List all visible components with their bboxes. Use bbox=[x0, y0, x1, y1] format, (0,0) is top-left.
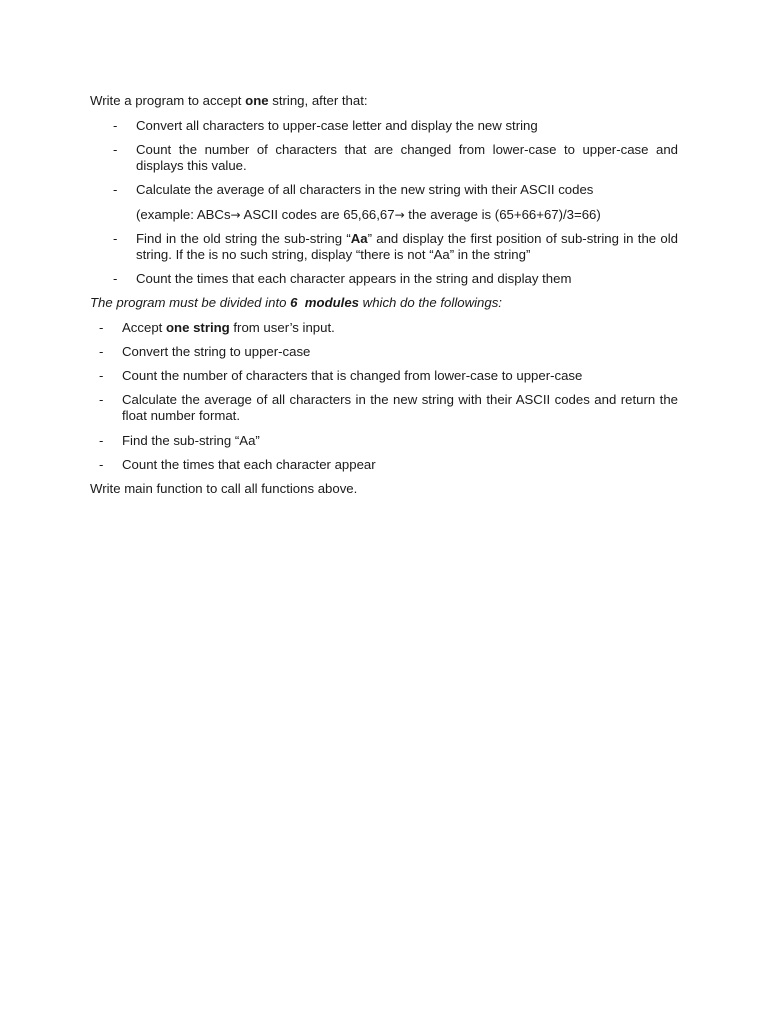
arrow-right-icon: → bbox=[230, 208, 241, 222]
module-text-bold: one string bbox=[165, 320, 230, 335]
module-text-after: from user’s input. bbox=[229, 320, 335, 335]
list-dash: - bbox=[99, 344, 104, 359]
modules-intro bbox=[90, 295, 502, 311]
example-part-1: (example: ABCs bbox=[136, 207, 231, 222]
example-part-2: ASCII codes are 65,66,67 bbox=[240, 207, 395, 222]
requirement-item: Count the number of characters that are changed from lower-case to upper-case and displays this value. bbox=[136, 142, 678, 173]
list-dash: - bbox=[99, 368, 104, 383]
module-text-before: Accept bbox=[122, 320, 166, 335]
requirement-item bbox=[136, 231, 678, 263]
requirement-text-before: Find in the old string the sub-string “ bbox=[136, 231, 351, 246]
list-dash: - bbox=[113, 118, 118, 133]
requirement-text-bold: Aa bbox=[350, 231, 368, 246]
list-dash: - bbox=[113, 142, 118, 157]
intro-text-before: Write a program to accept bbox=[90, 93, 246, 108]
list-dash: - bbox=[113, 231, 118, 246]
module-item bbox=[122, 320, 335, 336]
module-item: Count the number of characters that is changed from lower-case to upper-case bbox=[122, 368, 583, 383]
modules-intro-before: The program must be divided into bbox=[90, 295, 291, 310]
closing-paragraph: Write main function to call all functions above. bbox=[90, 481, 358, 496]
intro-paragraph bbox=[90, 93, 368, 109]
modules-intro-bold: 6 modules bbox=[290, 295, 360, 310]
requirement-text-after: ” and display the first position of sub-string in the old string. If the is no such string, display “there is not “Aa” in the string” bbox=[136, 231, 678, 262]
module-item: Convert the string to upper-case bbox=[122, 344, 311, 359]
example-line bbox=[136, 207, 601, 223]
example-part-3: the average is (65+66+67)/3=66) bbox=[404, 207, 601, 222]
list-dash: - bbox=[113, 182, 118, 197]
list-dash: - bbox=[99, 433, 104, 448]
requirement-item: Convert all characters to upper-case letter and display the new string bbox=[136, 118, 538, 133]
requirement-item: Count the times that each character appears in the string and display them bbox=[136, 271, 572, 286]
module-item: Calculate the average of all characters in the new string with their ASCII codes and return the float number format. bbox=[122, 392, 678, 423]
module-item: Find the sub-string “Aa” bbox=[122, 433, 260, 448]
list-dash: - bbox=[99, 457, 104, 472]
intro-text-bold: one bbox=[245, 93, 269, 108]
list-dash: - bbox=[99, 392, 104, 407]
requirement-item: Calculate the average of all characters in the new string with their ASCII codes bbox=[136, 182, 594, 197]
list-dash: - bbox=[113, 271, 118, 286]
intro-text-after: string, after that: bbox=[268, 93, 368, 108]
list-dash: - bbox=[99, 320, 104, 335]
arrow-right-icon: → bbox=[394, 208, 405, 222]
modules-intro-after: which do the followings: bbox=[359, 295, 502, 310]
module-item: Count the times that each character appear bbox=[122, 457, 376, 472]
